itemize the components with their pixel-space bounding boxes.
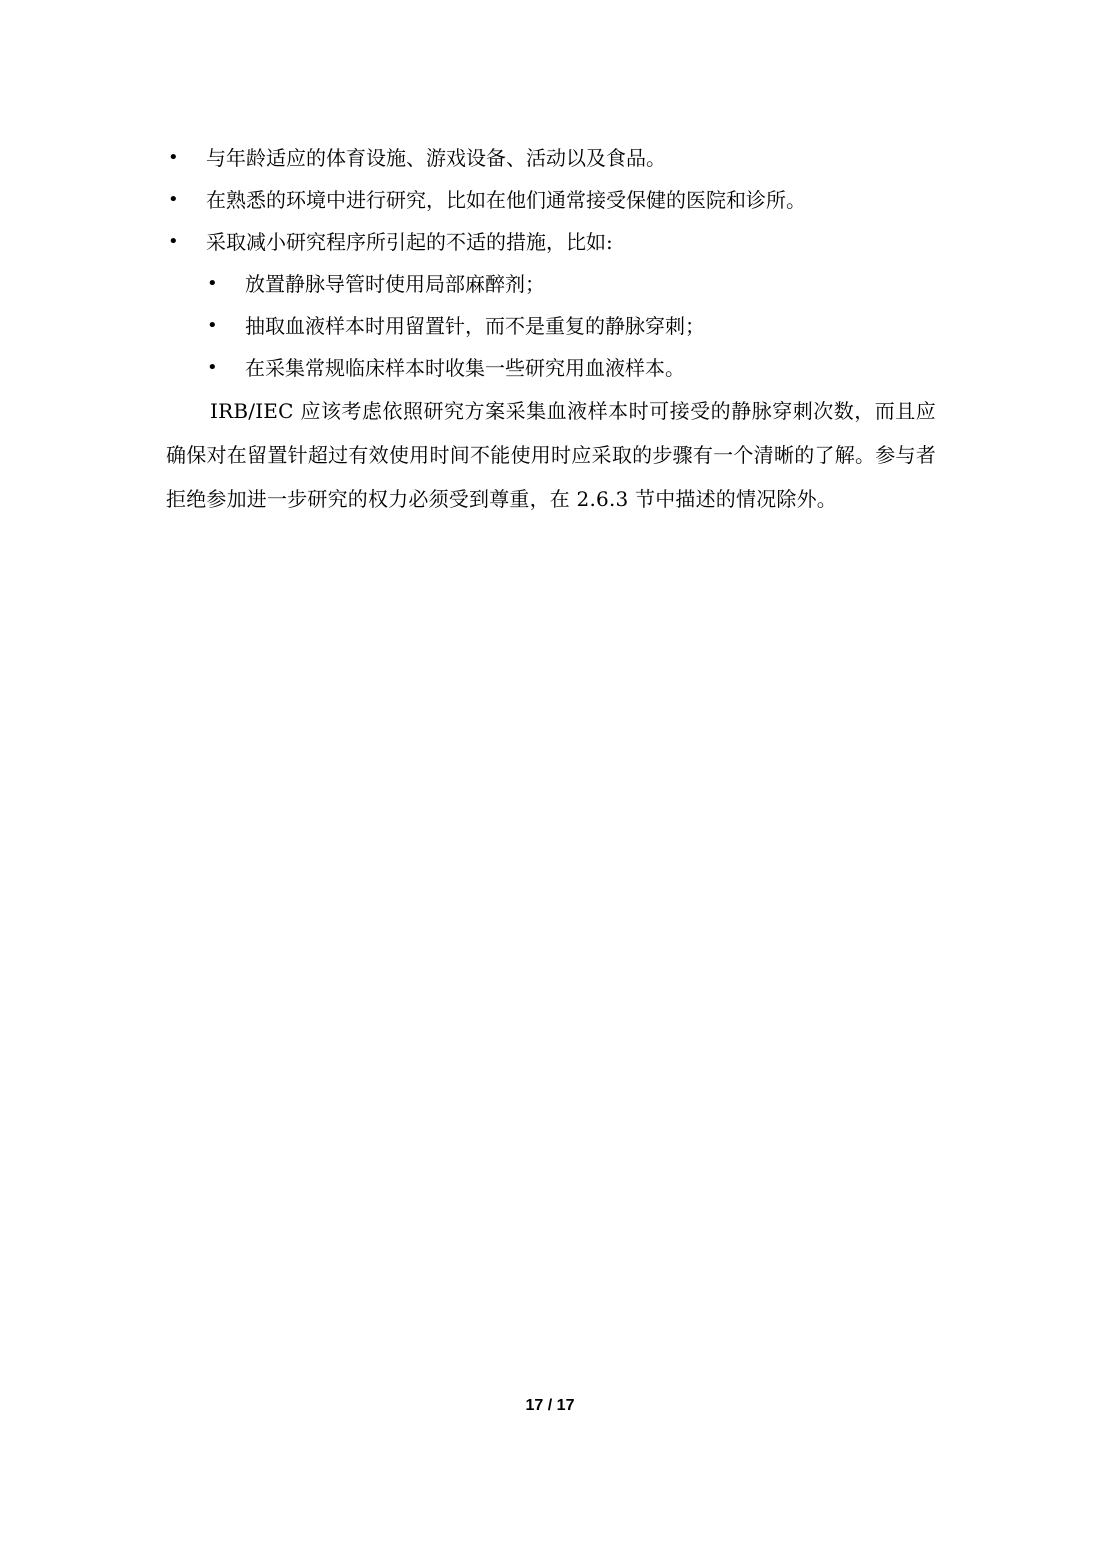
bullet-list [166,137,936,389]
bullet-dot-icon: • [168,189,179,210]
bullet-dot-icon: • [207,273,218,294]
bullet-item-reduce-discomfort [166,221,936,263]
body-paragraph: IRB/IEC 应该考虑依照研究方案采集血液样本时可接受的静脉穿刺次数，而且应确保对在留置针超过有效使用时间不能使用时应采取的步骤有一个清晰的了解。参与者拒绝参加进一步研究的权力必须受到尊重，在 2.6.3 节中描述的情况除外。 [166,399,936,511]
bullet-item-facilities [166,137,936,179]
sub-bullet-item-local-anesthetic [166,263,936,305]
bullet-text: 在熟悉的环境中进行研究，比如在他们通常接受保健的医院和诊所。 [206,188,806,212]
sub-bullet-item-routine-samples [166,347,936,389]
document-content [166,137,936,521]
bullet-text: 抽取血液样本时用留置针，而不是重复的静脉穿刺； [245,314,705,338]
bullet-item-familiar-environment [166,179,936,221]
bullet-dot-icon: • [168,147,179,168]
bullet-dot-icon: • [168,231,179,252]
bullet-dot-icon: • [207,357,218,378]
page-number: 17 / 17 [525,1397,575,1414]
bullet-text: 采取减小研究程序所引起的不适的措施，比如: [206,230,613,254]
bullet-text: 放置静脉导管时使用局部麻醉剂； [245,272,545,296]
bullet-text: 在采集常规临床样本时收集一些研究用血液样本。 [245,356,685,380]
bullet-text: 与年龄适应的体育设施、游戏设备、活动以及食品。 [206,146,666,170]
sub-bullet-item-indwelling-needle [166,305,936,347]
bullet-dot-icon: • [207,315,218,336]
